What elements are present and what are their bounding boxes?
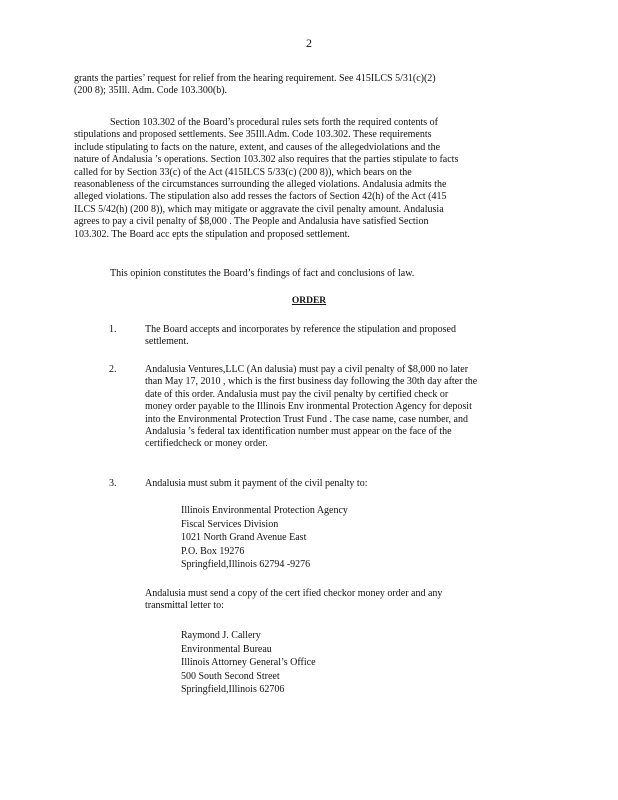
page-number: 2 — [306, 36, 312, 50]
address-line: Environmental Bureau — [181, 643, 272, 655]
paragraph-findings — [110, 268, 510, 280]
text-line: alleged violations. The stipulation also add resses the factors of Section 42(h) of the Act (415 — [74, 191, 447, 203]
text-line: (200 8); 35Ill. Adm. Code 103.300(b). — [74, 85, 228, 97]
order-item-1 — [145, 324, 541, 349]
address-block-iepa — [181, 504, 348, 572]
text-line: Andalusia must send a copy of the cert ified checkor money order and any — [145, 588, 443, 599]
address-line: Fiscal Services Division — [181, 518, 279, 530]
text-line: ILCS 5/42(h) (200 8)), which may mitigate or aggravate the civil penalty amount. Andalusia — [74, 203, 444, 215]
text-line: agrees to pay a civil penalty of $8,000 . The People and Andalusia have satisfied Section — [74, 216, 429, 228]
text-line: Section 103.302 of the Board’s procedural rules sets forth the required contents of — [110, 117, 438, 128]
text-line: date of this order. Andalusia must pay the civil penalty by certified check or — [145, 388, 449, 400]
address-line: 500 South Second Street — [181, 670, 280, 682]
order-heading — [0, 296, 618, 306]
text-line: reasonableness of the circumstances surrounding the alleged violations. Andalusia admits the — [74, 179, 447, 191]
item-number: 1. — [109, 324, 117, 335]
text-line: than May 17, 2010 , which is the first business day following the 30th day after the — [145, 376, 478, 388]
text-line: Andalusia ’s federal tax identification number must appear on the face of the — [145, 426, 452, 438]
item-number: 2. — [109, 364, 117, 375]
text-line: settlement. — [145, 336, 189, 348]
address-line: Illinois Attorney General’s Office — [181, 657, 316, 669]
text-line: Andalusia must subm it payment of the civil penalty to: — [145, 478, 368, 489]
text-line: certifiedcheck or money order. — [145, 438, 268, 450]
text-line: into the Environmental Protection Trust Fund . The case name, case number, and — [145, 413, 468, 425]
text-line: stipulations and proposed settlements. See 35Ill.Adm. Code 103.302. These requirements — [74, 129, 432, 141]
text-line: grants the parties’ request for relief from the hearing requirement. See 415ILCS 5/31(c)(2) — [74, 73, 436, 84]
text-line: transmittal letter to: — [145, 600, 224, 612]
text-line: include stipulating to facts on the nature, extent, and causes of the allegedviolations and the — [74, 141, 441, 153]
text-line: The Board accepts and incorporates by reference the stipulation and proposed — [145, 324, 456, 335]
order-item-2 — [145, 364, 541, 451]
address-line: 1021 North Grand Avenue East — [181, 532, 307, 544]
text-line: This opinion constitutes the Board’s findings of fact and conclusions of law. — [110, 268, 415, 279]
address-line: P.O. Box 19276 — [181, 545, 245, 557]
address-line: Raymond J. Callery — [181, 630, 261, 641]
text-line: Andalusia Ventures,LLC (An dalusia) must pay a civil penalty of $8,000 no later — [145, 364, 469, 375]
text-line: money order payable to the Illinois Env ironmental Protection Agency for deposit — [145, 401, 472, 413]
paragraph-hearing-relief — [74, 73, 526, 98]
item-number: 3. — [109, 478, 117, 489]
order-heading-text: ORDER — [291, 296, 327, 306]
order-item-3 — [145, 478, 541, 490]
paragraph-settlement-requirements — [74, 117, 539, 241]
order-item-3-followup — [145, 588, 541, 613]
text-line: nature of Andalusia ’s operations. Section 103.302 also requires that the parties stipulate to facts — [74, 154, 459, 166]
address-block-attorney-general — [181, 629, 316, 697]
address-line: Springfield,Illinois 62794 -9276 — [181, 559, 311, 571]
address-line: Illinois Environmental Protection Agency — [181, 505, 348, 516]
address-line: Springfield,Illinois 62706 — [181, 684, 285, 696]
text-line: called for by Section 33(c) of the Act (415ILCS 5/33(c) (200 8)), which bears on the — [74, 166, 412, 178]
text-line: 103.302. The Board acc epts the stipulation and proposed settlement. — [74, 228, 350, 240]
